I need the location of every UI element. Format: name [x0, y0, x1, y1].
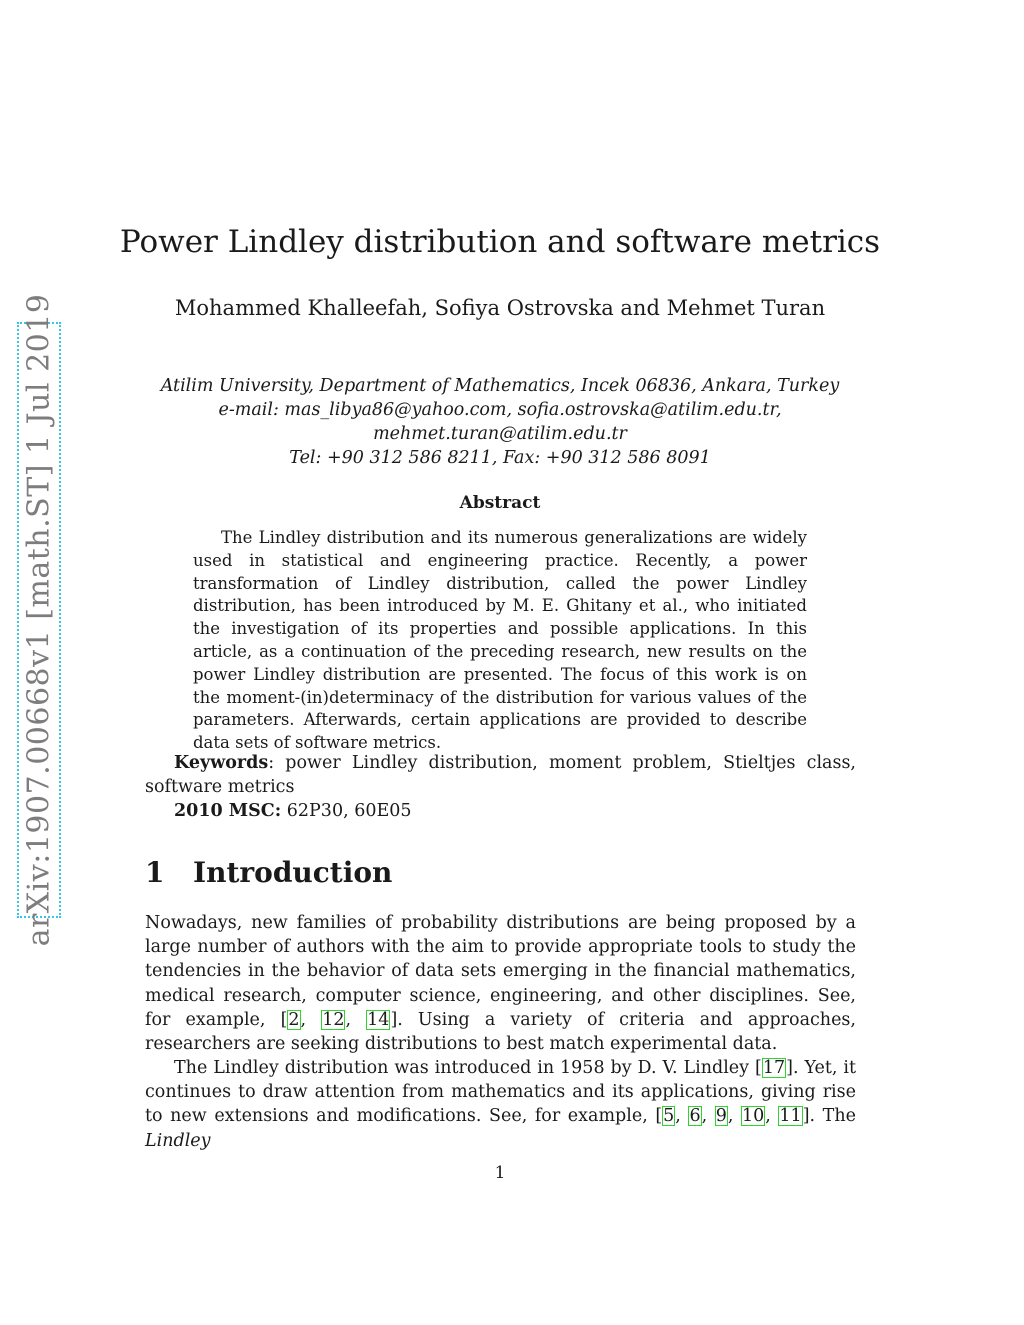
msc-label: 2010 MSC:: [174, 801, 282, 821]
citation-link[interactable]: 12: [322, 1009, 345, 1030]
citation-link[interactable]: 6: [689, 1106, 701, 1127]
citation-link[interactable]: 17: [762, 1058, 786, 1078]
citation-link[interactable]: 14: [367, 1009, 390, 1030]
section-title: Introduction: [193, 856, 393, 889]
msc-classification: [174, 799, 854, 823]
affiliation-block: [0, 374, 1000, 470]
paragraph-text: The Lindley distribution was introduced in 1958 by D. V. Lindley: [174, 1058, 755, 1078]
paragraph-text: Nowadays, new families of probability distributions are being proposed by a large number of authors with the aim to provide appropriate tools to study the tendencies in the behavior of data sets emerging in the financial mathematics, medical research, computer science, engineering, and other disciplines. See, for example,: [145, 913, 856, 1030]
paper-title: Power Lindley distribution and software metrics: [119, 224, 881, 260]
citation-link[interactable]: 9: [715, 1106, 727, 1127]
citation-link[interactable]: 2: [288, 1009, 300, 1030]
paragraph-text: . The: [809, 1106, 856, 1127]
paragraph-text: . Yet, it continues to draw attention from mathematics and its applications, giving rise to new extensions and modifications. See, for example,: [145, 1058, 856, 1127]
affiliation-line: Atilim University, Department of Mathematics, Incek 06836, Ankara, Turkey: [160, 376, 840, 396]
email-line-continued: mehmet.turan@atilim.edu.tr: [373, 424, 627, 444]
citation-link[interactable]: 10: [742, 1106, 765, 1127]
abstract-heading: Abstract: [459, 493, 541, 513]
authors: Mohammed Khalleefah, Sofiya Ostrovska and Mehmet Turan: [174, 296, 826, 320]
intro-paragraph-1: Nowadays, new families of probability distributions are being proposed by a large number of authors with the aim to provide appropriate tools to study the tendencies in the behavior of data sets emerging in the financial mathematics, medical research, computer science, engineering, and other disciplines. See, for example, [2, 12, 14]. Using a variety of criteria and approaches, researchers are seeking distributions to best match experimental data.: [145, 913, 856, 1055]
italic-term: Lindley: [145, 1130, 211, 1151]
keywords: [145, 751, 856, 799]
email-line: e-mail: mas_libya86@yahoo.com, sofia.ostrovska@atilim.edu.tr,: [218, 400, 782, 420]
citation-link[interactable]: 5: [663, 1106, 675, 1127]
keywords-label: Keywords: [174, 753, 269, 773]
arxiv-stamp-text: arXiv:1907.00668v1 [math.ST] 1 Jul 2019: [21, 293, 57, 947]
msc-codes: 62P30, 60E05: [281, 801, 412, 821]
phone-fax-line: Tel: +90 312 586 8211, Fax: +90 312 586 8091: [289, 448, 711, 468]
intro-paragraph-2: The Lindley distribution was introduced in 1958 by D. V. Lindley [17]. Yet, it continues to draw attention from mathematics and its applications, giving rise to new extensions and modifications. See, for example, [5, 6, 9, 10, 11]. The Lindley: [145, 1058, 856, 1151]
page-number: 1: [494, 1163, 506, 1183]
abstract-text: The Lindley distribution and its numerous generalizations are widely used in statistical and engineering practice. Recently, a power transformation of Lindley distribution, called the power Lindley distribution, has been introduced by M. E. Ghitany et al., who initiated the investigation of its properties and possible applications. In this article, as a continuation of the preceding research, new results on the power Lindley distribution are presented. The focus of this work is on the moment-(in)determinacy of the distribution for various values of the parameters. Afterwards, certain applications are provided to describe data sets of software metrics.: [193, 528, 807, 753]
section-number: 1: [145, 856, 165, 889]
citation-link[interactable]: 11: [779, 1106, 802, 1127]
section-heading: [145, 856, 392, 889]
paragraph-text: . Using a variety of criteria and approaches, researchers are seeking distributions to best match experimental data.: [145, 1009, 856, 1055]
keywords-text: : power Lindley distribution, moment problem, Stieltjes class, software metrics: [145, 753, 856, 797]
